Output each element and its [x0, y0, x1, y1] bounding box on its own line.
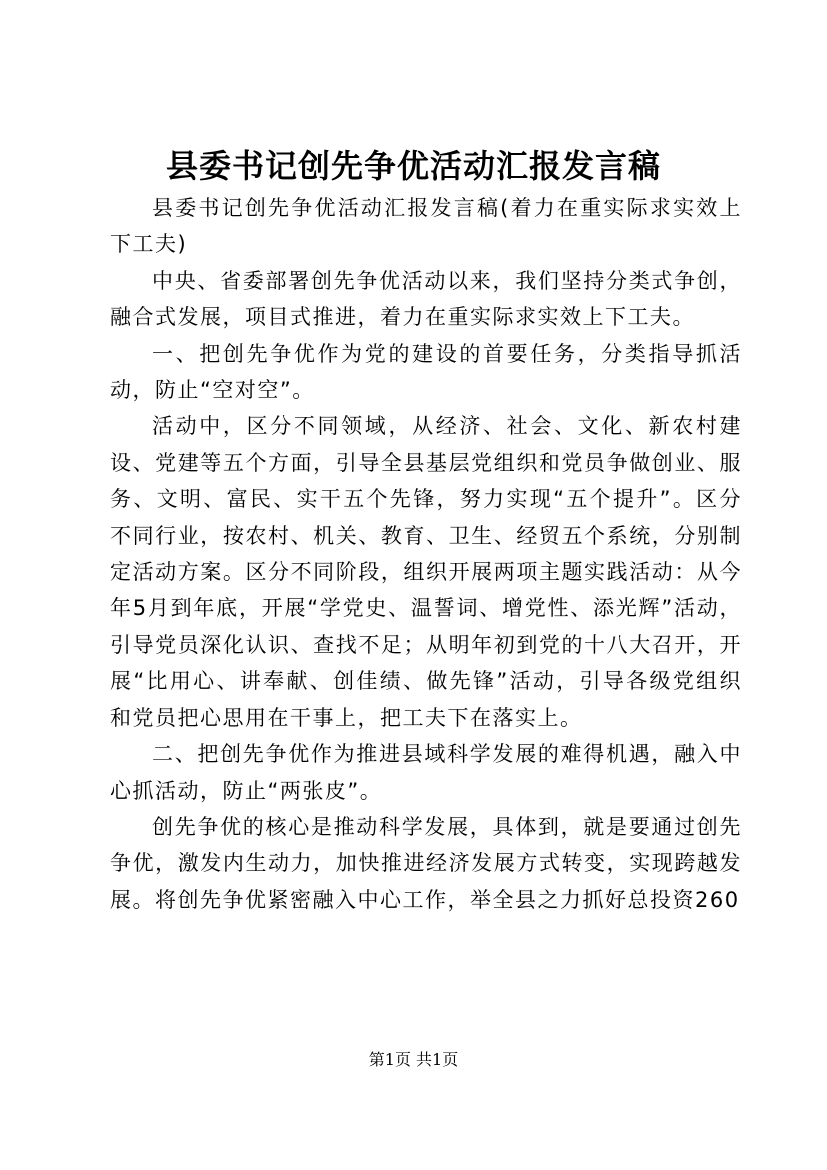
- paragraph-section-one-heading: 一、把创先争优作为党的建设的首要任务，分类指导抓活动，防止“空对空”。: [110, 341, 742, 403]
- page-footer: 第1页 共1页: [368, 1050, 459, 1069]
- document-title: 县委书记创先争优活动汇报发言稿: [165, 147, 661, 185]
- paragraph-intro: 中央、省委部署创先争优活动以来，我们坚持分类式争创，融合式发展，项目式推进，着力在重实际求实效上下工夫。: [110, 268, 742, 330]
- document-body: [110, 190, 742, 918]
- paragraph-section-one-body: 活动中，区分不同领域，从经济、社会、文化、新农村建设、党建等五个方面，引导全县基层党组织和党员争做创业、服务、文明、富民、实干五个先锋，努力实现“五个提升”。区分不同行业，按农村、机关、教育、卫生、经贸五个系统，分别制定活动方案。区分不同阶段，组织开展两项主题实践活动：从今年5月到年底，开展“学党史、温誓词、增党性、添光辉”活动，引导党员深化认识、查找不足；从明年初到党的十八大召开，开展“比用心、讲奉献、创佳绩、做先锋”活动，引导各级党组织和党员把心思用在干事上，把工夫下在落实上。: [110, 414, 742, 730]
- paragraph-section-two-body: 创先争优的核心是推动科学发展，具体到，就是要通过创先争优，激发内生动力，加快推进经济发展方式转变，实现跨越发展。将创先争优紧密融入中心工作，举全县之力抓好总投资260: [110, 814, 742, 912]
- paragraph-section-two-heading: 二、把创先争优作为推进县域科学发展的难得机遇，融入中心抓活动，防止“两张皮”。: [110, 742, 742, 803]
- paragraph-subtitle: 县委书记创先争优活动汇报发言稿(着力在重实际求实效上下工夫): [110, 196, 742, 257]
